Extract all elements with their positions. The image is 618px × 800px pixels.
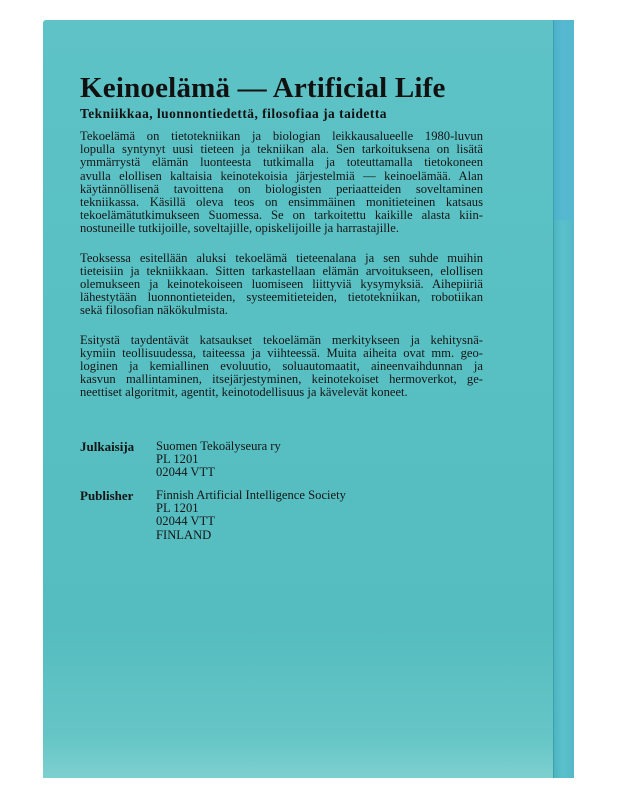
title-block bbox=[80, 72, 480, 122]
book-spine bbox=[553, 20, 574, 778]
text-line: kymiin teollisuudessa, taiteessa ja viihteessä. Muita aiheita ovat mm. geo- bbox=[80, 345, 483, 360]
text-line: avulla elollisen kaltaisia keinotekoisia järjestelmiä — keinoelämää. Alan bbox=[80, 168, 483, 183]
publisher-address bbox=[156, 440, 281, 480]
text-line: sekä filosofian näkökulmista. bbox=[80, 303, 228, 318]
address-line: PL 1201 bbox=[156, 501, 199, 516]
publisher-finnish bbox=[80, 440, 480, 490]
publisher-address bbox=[156, 489, 346, 542]
address-line: FINLAND bbox=[156, 527, 212, 542]
text-line: loginen ja kemiallinen evoluutio, soluautomaatit, aineenvaihdunnan ja bbox=[80, 359, 483, 374]
text-line: ymmärrystä elämän luonteesta tutkimalla ja toteuttamalla tietokoneen bbox=[80, 155, 483, 170]
text-line: nostuneille tutkijoille, soveltajille, opiskelijoille ja harrastajille. bbox=[80, 221, 399, 236]
publisher-label: Publisher bbox=[80, 488, 134, 503]
text-line: tekoelämätutkimukseen Suomessa. Se on tarkoitettu kaikille alasta kiin- bbox=[80, 208, 483, 223]
text-line: käytännöllisenä tavoittena on biologisten periaatteiden soveltaminen bbox=[80, 181, 483, 196]
address-line: 02044 VTT bbox=[156, 514, 215, 529]
text-line: lähestytään luonnontieteiden, systeemitieteiden, tietotekniikan, robotiikan bbox=[80, 290, 483, 305]
address-line: 02044 VTT bbox=[156, 465, 215, 480]
text-line: Tekoelämä on tietotekniikan ja biologian leikkausalueelle 1980-luvun bbox=[80, 129, 483, 143]
paragraph-1 bbox=[80, 130, 483, 236]
text-line: Teoksessa esitellään aluksi tekoelämä tieteenalana ja sen suhde muihin bbox=[80, 250, 483, 265]
address-line: Suomen Tekoälyseura ry bbox=[156, 439, 281, 453]
publisher-english bbox=[80, 489, 480, 549]
text-line: tieteisiin ja tekniikkaan. Sitten tarkastellaan elämän arvoitukseen, elollisen bbox=[80, 263, 483, 278]
book-subtitle: Tekniikkaa, luonnontiedettä, filosofiaa ja taidetta bbox=[80, 106, 387, 121]
text-line: tekniikassa. Käsillä oleva teos on ensimmäinen monitieteinen katsaus bbox=[80, 195, 483, 210]
paragraph-2 bbox=[80, 252, 483, 318]
publisher-label: Julkaisija bbox=[80, 439, 135, 454]
spine-shading bbox=[554, 20, 574, 220]
text-line: olemukseen ja keinotekoiseen luomiseen liittyviä kysymyksiä. Aihepiiriä bbox=[80, 277, 483, 292]
text-line: lopulla syntynyt uusi tieteen ja tekniikan ala. Sen tarkoituksena on lisätä bbox=[80, 142, 483, 157]
text-line: neettiset algoritmit, agentit, keinotodellisuus ja kävelevät koneet. bbox=[80, 385, 408, 400]
blurb-text bbox=[80, 130, 483, 416]
address-line: Finnish Artificial Intelligence Society bbox=[156, 488, 346, 502]
paragraph-3 bbox=[80, 334, 483, 400]
text-line: kasvun mallintaminen, itsejärjestyminen, keinotekoiset hermoverkot, ge- bbox=[80, 372, 483, 387]
text-line: Esitystä taydentävät katsaukset tekoelämän merkitykseen ja kehitysnä- bbox=[80, 332, 483, 347]
book-title: Keinoelämä — Artificial Life bbox=[80, 72, 446, 104]
address-line: PL 1201 bbox=[156, 452, 199, 467]
